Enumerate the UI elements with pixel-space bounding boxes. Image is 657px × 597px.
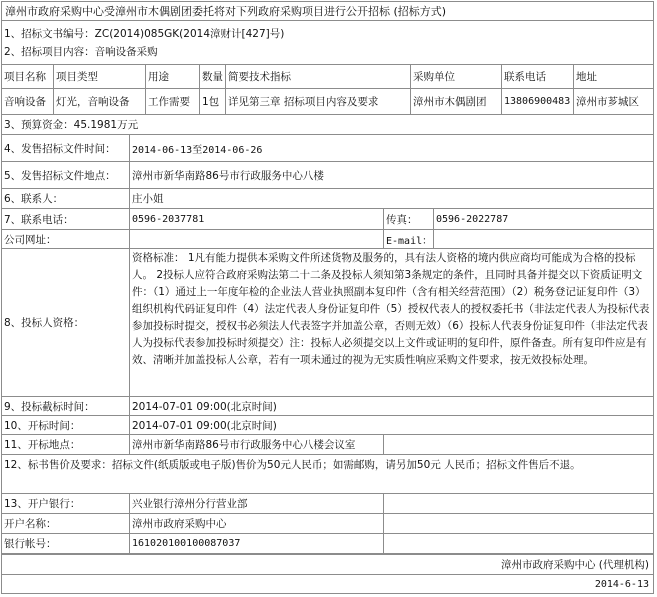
website-value — [130, 230, 384, 248]
sale-time-row — [2, 135, 653, 162]
notice-title-row — [2, 2, 653, 21]
qualification-value: 资格标准： 1凡有能力提供本采购文件所述货物及服务的，具有法人资格的境内供应商均可能成为合格的投标人。 2投标人应符合政府采购法第二十二条及投标人须知第3条规定的条件，且同时具备并提交以下资质证明文件：（1）通过上一年度年检的企业法人营业执照副本复印件（含有相关经营范围）（2）税务登记证复印件（3）组织机构代码证复印件（4）法定代表人身份证复印件（5）授权代表人的授权委托书（非法定代表人为投标代表参加投标时提交，授权书必须法人代表签字并加盖公章，否则无效）（6）投标人代表身份证复印件（非法定代表人为投标代表参加投标时须提交）注：投标人必须提交以上文件或证明的复印件，原件备查。所有复印件应是有效、清晰并加盖投标人公章，若有一项未通过的视为无实质性响应采购文件要求，按无效投标处理。 — [132, 252, 650, 366]
deadline-label: 9、投标截标时间： — [2, 397, 130, 415]
account-number-row — [2, 534, 653, 554]
items-data-row — [2, 89, 653, 115]
sale-time-label: 4、发售招标文件时间： — [2, 135, 130, 161]
item-usage: 工作需要 — [146, 89, 200, 114]
header-usage: 用途 — [146, 65, 200, 88]
budget-text: 3、预算资金：45.1981万元 — [4, 119, 139, 131]
header-project-name: 项目名称 — [2, 65, 54, 88]
sale-place-label: 5、发售招标文件地点： — [2, 162, 130, 188]
opening-place-row — [2, 435, 653, 455]
price-text: 12、标书售价及要求：招标文件(纸质版或电子版)售价为50元人民币；如需邮购，请另加50元 人民币；招标文件售后不退。 — [4, 459, 581, 471]
items-header-row — [2, 65, 653, 89]
opening-time-label: 10、开标时间： — [2, 416, 130, 434]
phone-fax-row — [2, 209, 653, 230]
header-phone: 联系电话 — [502, 65, 574, 88]
sale-time-value: 2014-06-13至2014-06-26 — [132, 144, 263, 156]
account-name-blank — [384, 514, 653, 533]
item-purchaser: 漳州市木偶剧团 — [411, 89, 502, 114]
opening-place-label: 11、开标地点： — [2, 435, 130, 454]
fax-label: 传真： — [384, 209, 434, 229]
doc-number: 1、招标文书编号：ZC(2014)085GK(2014漳财计[427]号) — [4, 27, 285, 40]
qualification-row — [2, 249, 653, 397]
footer-agency-row — [2, 555, 653, 575]
phone-value: 0596-2037781 — [130, 209, 384, 229]
bank-blank — [384, 494, 653, 513]
qualification-label: 8、投标人资格： — [2, 249, 130, 396]
notice-intro-row — [2, 21, 653, 65]
footer-agency: 漳州市政府采购中心 (代理机构) — [500, 559, 649, 571]
item-phone: 13806900483 — [502, 89, 574, 114]
deadline-value: 2014-07-01 09:00(北京时间) — [132, 400, 277, 413]
item-project-name: 音响设备 — [2, 89, 54, 114]
website-label: 公司网址： — [2, 230, 130, 248]
header-tech-spec: 简要技术指标 — [226, 65, 411, 88]
contact-label: 6、联系人： — [2, 189, 130, 208]
notice-title: 漳州市政府采购中心受漳州市木偶剧团委托将对下列政府采购项目进行公开招标 (招标方式) — [5, 5, 447, 18]
account-name-value: 漳州市政府采购中心 — [130, 514, 384, 533]
opening-place-blank — [384, 435, 653, 454]
project-content: 2、招标项目内容：音响设备采购 — [4, 45, 158, 58]
website-email-row — [2, 230, 653, 249]
account-number-label: 银行帐号： — [2, 534, 130, 553]
email-label: E-mail： — [384, 230, 434, 248]
price-row — [2, 455, 653, 494]
account-name-row — [2, 514, 653, 534]
item-project-type: 灯光，音响设备 — [54, 89, 146, 114]
bank-row — [2, 494, 653, 514]
header-purchaser: 采购单位 — [411, 65, 502, 88]
account-number-blank — [384, 534, 653, 553]
footer-date-row — [2, 575, 653, 593]
item-tech-spec: 详见第三章 招标项目内容及要求 — [226, 89, 411, 114]
item-quantity: 1包 — [200, 89, 226, 114]
notice-intro — [2, 21, 653, 64]
sale-place-row — [2, 162, 653, 189]
opening-time-value: 2014-07-01 09:00(北京时间) — [132, 419, 277, 432]
header-quantity: 数量 — [200, 65, 226, 88]
phone-label: 7、联系电话： — [2, 209, 130, 229]
account-name-label: 开户名称： — [2, 514, 130, 533]
opening-time-row — [2, 416, 653, 435]
account-number-value: 161020100100087037 — [130, 534, 384, 553]
deadline-row — [2, 397, 653, 416]
item-address: 漳州市芗城区 — [576, 96, 639, 108]
contact-row — [2, 189, 653, 209]
bank-value: 兴业银行漳州分行营业部 — [130, 494, 384, 513]
tender-notice-table — [1, 1, 654, 594]
budget-row — [2, 115, 653, 135]
header-project-type: 项目类型 — [54, 65, 146, 88]
email-value — [434, 230, 653, 248]
opening-place-value: 漳州市新华南路86号市行政服务中心八楼会议室 — [130, 435, 384, 454]
fax-value: 0596-2022787 — [436, 213, 509, 225]
sale-place-value: 漳州市新华南路86号市行政服务中心八楼 — [132, 169, 324, 182]
footer-date: 2014-6-13 — [594, 578, 649, 590]
contact-value: 庄小姐 — [132, 193, 164, 205]
bank-label: 13、开户银行： — [2, 494, 130, 513]
header-address: 地址 — [576, 71, 597, 83]
